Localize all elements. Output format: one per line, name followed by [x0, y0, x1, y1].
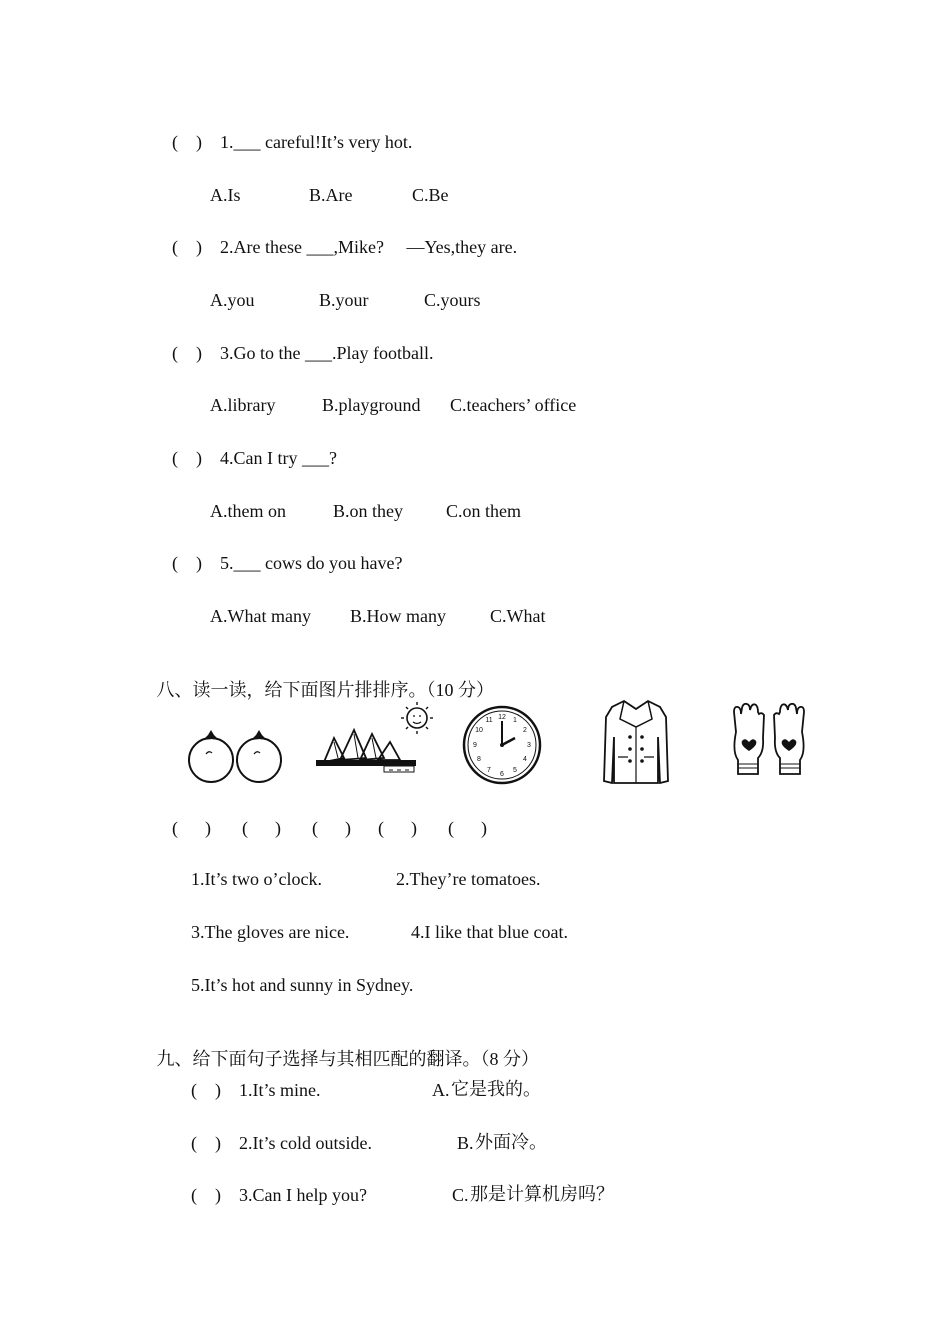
svg-text:4: 4	[523, 756, 527, 763]
svg-text:8: 8	[477, 756, 481, 763]
picture-4-answer[interactable]: ( )	[378, 818, 417, 838]
gloves-icon	[728, 702, 810, 778]
option-b: B.your	[319, 290, 369, 310]
section-9-heading	[145, 1026, 539, 1071]
sydney-opera-house-icon	[314, 700, 438, 780]
sentence-2: 2.They’re tomatoes.	[396, 869, 541, 889]
coat-icon	[602, 697, 670, 787]
svg-text:10: 10	[475, 727, 483, 734]
sentence-1: 1.It’s two o’clock.	[191, 869, 322, 889]
english-sentence: 1.It’s mine.	[239, 1080, 321, 1100]
picture-2-answer[interactable]: ( )	[242, 818, 281, 838]
svg-text:5: 5	[513, 767, 517, 774]
svg-text:9: 9	[473, 742, 477, 749]
section-9-score: （8 分）	[480, 1049, 539, 1069]
translation-text: 那是计算机房吗？	[470, 1184, 614, 1205]
option-c: C.yours	[424, 290, 481, 310]
answer-paren[interactable]: ( )	[191, 1133, 221, 1153]
svg-text:11: 11	[485, 717, 493, 724]
svg-text:6: 6	[500, 771, 504, 778]
option-a: A.you	[210, 290, 255, 310]
answer-paren[interactable]: ( )	[172, 132, 202, 152]
answer-paren[interactable]: ( )	[172, 553, 202, 573]
answer-paren[interactable]: ( )	[191, 1185, 221, 1205]
question-text: 5.___ cows do you have?	[220, 553, 403, 573]
english-sentence: 2.It’s cold outside.	[239, 1133, 372, 1153]
option-a: A.them on	[210, 501, 286, 521]
option-c: C.teachers’ office	[450, 395, 577, 415]
question-text: 1.___ careful!It’s very hot.	[220, 132, 413, 152]
picture-5-answer[interactable]: ( )	[448, 818, 487, 838]
sentence-3: 3.The gloves are nice.	[191, 922, 350, 942]
translation-text: 外面冷。	[475, 1132, 547, 1153]
question-text: 2.Are these ___,Mike? —Yes,they are.	[220, 237, 518, 257]
translation-letter: B.	[457, 1133, 474, 1153]
option-c: C.on them	[446, 501, 521, 521]
question-text: 4.Can I try ___?	[220, 448, 337, 468]
sentence-4: 4.I like that blue coat.	[411, 922, 568, 942]
answer-paren[interactable]: ( )	[172, 343, 202, 363]
answer-paren[interactable]: ( )	[172, 237, 202, 257]
svg-text:7: 7	[487, 767, 491, 774]
svg-text:12: 12	[498, 714, 506, 721]
section-8-title: 八、读一读，给下面图片排排序。	[156, 680, 427, 701]
picture-3-answer[interactable]: ( )	[312, 818, 351, 838]
section-8-heading	[145, 657, 494, 702]
svg-text:3: 3	[527, 742, 531, 749]
picture-1-answer[interactable]: ( )	[172, 818, 211, 838]
option-c: C.Be	[412, 185, 449, 205]
option-c: C.What	[490, 606, 546, 626]
question-text: 3.Go to the ___.Play football.	[220, 343, 434, 363]
section-8-score: （10 分）	[426, 680, 494, 700]
svg-text:2: 2	[523, 727, 527, 734]
tomatoes-icon	[186, 728, 286, 784]
section-9-title: 九、给下面句子选择与其相匹配的翻译。	[156, 1049, 481, 1070]
option-b: B.Are	[309, 185, 353, 205]
option-a: A.What many	[210, 606, 311, 626]
answer-paren[interactable]: ( )	[172, 448, 202, 468]
answer-paren[interactable]: ( )	[191, 1080, 221, 1100]
translation-letter: A.	[432, 1080, 450, 1100]
translation-letter: C.	[452, 1185, 469, 1205]
option-b: B.How many	[350, 606, 446, 626]
sentence-5: 5.It’s hot and sunny in Sydney.	[191, 975, 414, 995]
english-sentence: 3.Can I help you?	[239, 1185, 367, 1205]
svg-text:1: 1	[513, 717, 517, 724]
translation-text: 它是我的。	[451, 1079, 541, 1100]
option-a: A.library	[210, 395, 276, 415]
clock-icon	[462, 705, 542, 785]
option-a: A.Is	[210, 185, 241, 205]
option-b: B.playground	[322, 395, 421, 415]
option-b: B.on they	[333, 501, 403, 521]
